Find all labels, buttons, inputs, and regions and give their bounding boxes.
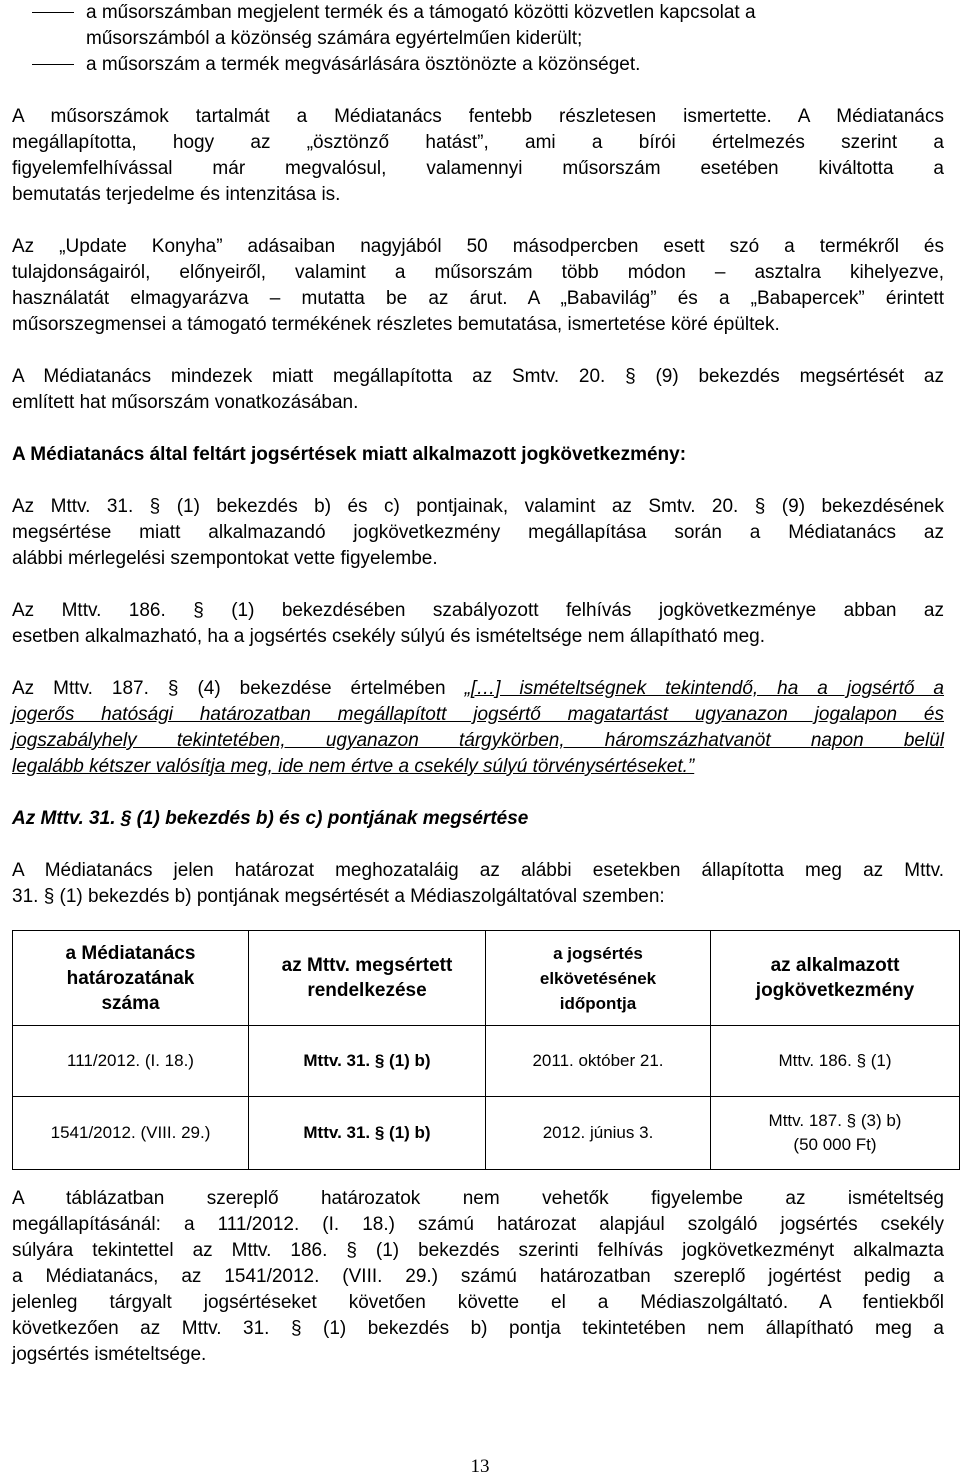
paragraph xyxy=(12,234,944,338)
table-cell: 2012. június 3. xyxy=(486,1097,711,1170)
text-line: Az Mttv. 31. § (1) bekezdés b) és c) pontjainak, valamint az Smtv. 20. § (9) bekezdésének xyxy=(12,496,944,517)
paragraph xyxy=(12,494,944,572)
table-cell: 111/2012. (I. 18.) xyxy=(13,1026,249,1097)
text-line: A táblázatban szereplő határozatok nem vehetők figyelembe az ismételtség xyxy=(12,1188,944,1209)
section-heading xyxy=(12,806,944,832)
text-line: súlyára tekintettel az Mttv. 186. § (1) bekezdés szerinti felhívás jogkövetkezményt alkalmazta xyxy=(12,1240,944,1261)
quote-text: „[…] ismételtségnek tekintendő, ha a jogsértő a xyxy=(464,678,945,699)
header-text: időpontja xyxy=(559,993,637,1013)
section-heading xyxy=(12,442,944,468)
bullet-line: a műsorszámban megjelent termék és a támogató közötti közvetlen kapcsolat a xyxy=(86,2,756,23)
quote-text: jogszabályhely tekintetében, ugyanazon tárgykörben, háromszázhatvanöt napon belül xyxy=(12,730,944,751)
table-row xyxy=(13,1026,960,1097)
text-line: használatát elmagyarázva – mutatta be az árut. A „Babavilág” és a „Babapercek” érintett xyxy=(12,288,944,309)
page-number: 13 xyxy=(470,1456,490,1477)
bullet-line: a műsorszám a termék megvásárlására ösztönözte a közönséget. xyxy=(86,54,641,75)
table-row xyxy=(13,1097,960,1170)
paragraph xyxy=(12,1186,944,1368)
header-cell xyxy=(711,931,960,1026)
decisions-table xyxy=(12,930,960,1170)
quoted-paragraph xyxy=(12,676,944,780)
text-line: megállapította, hogy az „ösztönző hatást”, ami a bírói értelmezés szerint a xyxy=(12,132,944,153)
text-line: figyelemfelhívással már megvalósul, valamennyi műsorszám esetében kiváltotta a xyxy=(12,158,944,179)
header-text: az alkalmazott xyxy=(770,955,900,976)
bullet-item xyxy=(12,0,944,52)
bullet-item xyxy=(12,52,944,78)
table-header-row xyxy=(13,931,960,1026)
dash-bullet-icon xyxy=(32,12,74,13)
text-line: a Médiatanács, az 1541/2012. (VIII. 29.) számú határozatban szereplő jogértést pedig a xyxy=(12,1266,944,1287)
dash-bullet-icon xyxy=(32,64,74,65)
text-line: Az Mttv. 186. § (1) bekezdésében szabályozott felhívás jogkövetkezménye abban az xyxy=(12,600,944,621)
table-cell: 1541/2012. (VIII. 29.) xyxy=(13,1097,249,1170)
cell-text: (50 000 Ft) xyxy=(793,1135,877,1154)
paragraph xyxy=(12,364,944,416)
text-line: alábbi mérlegelési szempontokat vette figyelembe. xyxy=(12,548,438,569)
header-text: a Médiatanács xyxy=(65,942,196,964)
text-line: A Médiatanács mindezek miatt megállapította az Smtv. 20. § (9) bekezdés megsértését az xyxy=(12,366,944,387)
text-line: említett hat műsorszám vonatkozásában. xyxy=(12,392,359,413)
header-text: elkövetésének xyxy=(539,968,657,988)
text-line xyxy=(12,754,944,780)
text-line: jogsértés ismételtsége. xyxy=(12,1344,207,1365)
table-cell: Mttv. 186. § (1) xyxy=(711,1026,960,1097)
text-line: bemutatás terjedelme és intenzitása is. xyxy=(12,184,341,205)
table-cell xyxy=(711,1097,960,1170)
text-line: következően az Mttv. 31. § (1) bekezdés b) pontja tekintetében nem állapítható meg a xyxy=(12,1318,944,1339)
header-text: jogkövetkezmény xyxy=(755,980,915,1001)
header-text: a jogsértés xyxy=(553,943,643,963)
text-line: Az „Update Konyha” adásaiban nagyjából 50 másodpercben esett szó a termékről és xyxy=(12,236,944,257)
heading-text: Az Mttv. 31. § (1) bekezdés b) és c) pontjának megsértése xyxy=(12,808,529,829)
text-line: megsértése miatt alkalmazandó jogkövetkezmény megállapítása során a Médiatanács az xyxy=(12,522,944,543)
header-cell xyxy=(13,931,249,1026)
text-line: esetben alkalmazható, ha a jogsértés csekély súlyú és ismételtsége nem állapítható meg. xyxy=(12,626,766,647)
table-cell: Mttv. 31. § (1) b) xyxy=(249,1026,486,1097)
text-line: jelenleg tárgyalt jogsértéseket követően követte el a Médiaszolgáltató. A fentiekből xyxy=(12,1292,944,1313)
table-cell: Mttv. 31. § (1) b) xyxy=(249,1097,486,1170)
text-line xyxy=(12,676,944,702)
heading-text: A Médiatanács által feltárt jogsértések miatt alkalmazott jogkövetkezmény: xyxy=(12,444,687,465)
text-line: megállapításánál: a 111/2012. (I. 18.) számú határozat alapjául szolgáló jogsértés csekély xyxy=(12,1214,944,1235)
header-text: az Mttv. megsértett xyxy=(281,955,453,976)
header-cell xyxy=(249,931,486,1026)
bullet-line: műsorszámból a közönség számára egyértelműen kiderült; xyxy=(86,28,583,49)
quote-text: legalább kétszer valósítja meg, ide nem értve a csekély súlyú törvénysértéseket.” xyxy=(12,756,695,777)
header-text: határozatának xyxy=(66,967,195,989)
text-line: A műsorszámok tartalmát a Médiatanács fentebb részletesen ismertette. A Médiatanács xyxy=(12,106,944,127)
paragraph xyxy=(12,104,944,208)
header-text: száma xyxy=(101,992,160,1014)
quote-intro: Az Mttv. 187. § (4) bekezdése értelmében xyxy=(12,678,465,699)
cell-text: Mttv. 187. § (3) b) xyxy=(768,1111,902,1130)
text-line: 31. § (1) bekezdés b) pontjának megsértését a Médiaszolgáltatóval szemben: xyxy=(12,886,665,907)
table-cell: 2011. október 21. xyxy=(486,1026,711,1097)
header-text: rendelkezése xyxy=(307,980,427,1001)
text-line: A Médiatanács jelen határozat meghozataláig az alábbi esetekben állapította meg az Mttv. xyxy=(12,860,944,881)
paragraph xyxy=(12,858,944,910)
paragraph xyxy=(12,598,944,650)
text-line: műsorszegmensei a támogató termékének részletes bemutatása, ismertetése köré épültek. xyxy=(12,314,780,335)
quote-text: jogerős hatósági határozatban megállapított jogsértő magatartást ugyanazon jogalapon és xyxy=(12,704,944,725)
header-cell xyxy=(486,931,711,1026)
text-line: tulajdonságairól, előnyeiről, valamint a műsorszám több módon – asztalra kihelyezve, xyxy=(12,262,944,283)
